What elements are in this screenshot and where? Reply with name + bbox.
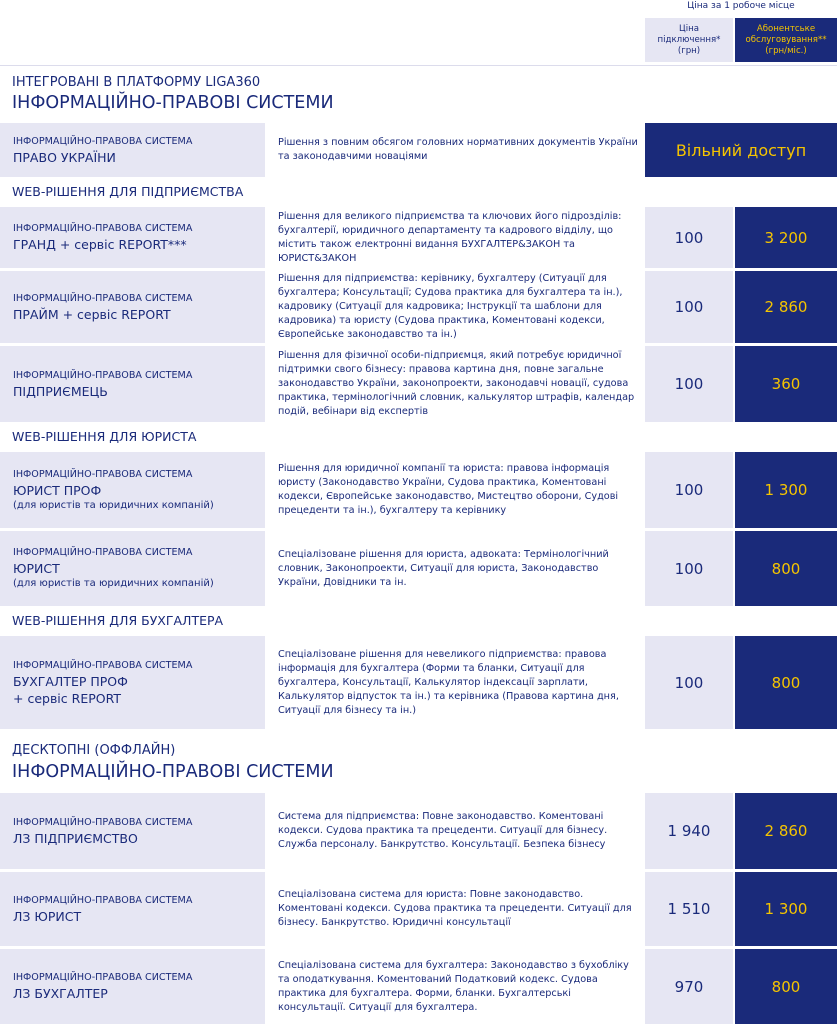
row-lz-enterprise — [0, 793, 837, 869]
product-title: БУХГАЛТЕР ПРОФ — [13, 673, 128, 689]
subheading-lawyer: WEB-РІШЕННЯ ДЛЯ ЮРИСТА — [12, 429, 197, 444]
connection-price — [645, 452, 733, 528]
row-lz-lawyer — [0, 872, 837, 946]
product-kind: ІНФОРМАЦІЙНО-ПРАВОВА СИСТЕМА — [13, 223, 193, 234]
subscription-price-value: 1 300 — [764, 900, 808, 918]
connection-price-value: 970 — [674, 977, 704, 996]
product-description-text: Спеціалізоване рішення для невеликого підприємства: правова інформація для бухгалтера (Форми та бланки, Ситуації для бухгалтера, Консультації, Калькулятор індексації зарплати, Калькулятор відпусток та ін.) та керівника (Правова картина дня, Ситуації для бізнесу та ін.) — [278, 648, 619, 716]
connection-price-value: 1 940 — [667, 822, 711, 840]
product-title: ГРАНД + сервіс REPORT*** — [13, 237, 187, 252]
section-desktop — [0, 741, 837, 789]
product-title: ЛЗ ЮРИСТ — [13, 908, 82, 924]
connection-price-value: 100 — [674, 375, 704, 393]
product-name-cell — [0, 531, 265, 606]
row-lz-accountant — [0, 949, 837, 1024]
connection-price-value: 100 — [674, 228, 704, 247]
row-lawyer-prof — [0, 452, 837, 528]
subscription-price-value: 1 300 — [764, 481, 808, 499]
product-description — [278, 531, 638, 606]
product-description-text: Рішення для великого підприємства та ключових його підрозділів: бухгалтерії, юридичного департаменту та кадрового відділу, що містить також електронні видання БУХГАЛТЕР&ЗАКОН та ЮРИСТ&ЗАКОН — [278, 210, 622, 264]
column-header-connection — [645, 18, 733, 62]
row-grand — [0, 207, 837, 268]
product-description-text: Спеціалізована система для бухгалтера: Законодавство з бухобліку та оподаткування. Коментований Податковий кодекс. Судова практика для бухгалтера. Форми, бланки. Бухгалтерські консультації. Ситуації для бухгалтера. — [278, 959, 629, 1013]
product-description — [278, 346, 638, 422]
product-title: ПРАВО УКРАЇНИ — [13, 149, 116, 165]
product-title: ПІДПРИЄМЕЦЬ — [13, 383, 108, 399]
row-lawyer — [0, 531, 837, 606]
subscription-price — [735, 452, 837, 528]
product-description-text: Рішення для юридичної компанії та юриста: правова інформація юристу (Законодавство України, Судова практика, Коментовані кодекси, Європейське законодавство, Мистецтво оборони, Судові прецеденти та ін.), бухгалтеру та керівнику — [278, 463, 619, 516]
product-kind: ІНФОРМАЦІЙНО-ПРАВОВА СИСТЕМА — [13, 816, 193, 828]
product-description — [278, 793, 638, 869]
subscription-price-value: 800 — [771, 559, 801, 578]
product-kind: ІНФОРМАЦІЙНО-ПРАВОВА СИСТЕМА — [13, 468, 193, 480]
product-kind: ІНФОРМАЦІЙНО-ПРАВОВА СИСТЕМА — [13, 135, 193, 147]
product-title: ЮРИСТ ПРОФ — [13, 482, 102, 498]
product-kind: ІНФОРМАЦІЙНО-ПРАВОВА СИСТЕМА — [13, 894, 193, 906]
connection-price — [645, 636, 733, 729]
connection-price — [645, 793, 733, 869]
section-integrated-line2: ІНФОРМАЦІЙНО-ПРАВОВІ СИСТЕМИ — [12, 93, 334, 113]
subscription-price — [735, 793, 837, 869]
connection-price-value: 100 — [674, 559, 704, 578]
connection-price-value: 100 — [674, 673, 704, 692]
subscription-price — [735, 346, 837, 422]
subscription-price-value: 800 — [771, 673, 801, 692]
subscription-price-value: 800 — [771, 977, 801, 996]
product-title: ЮРИСТ — [13, 561, 60, 576]
section-desktop-line2: ІНФОРМАЦІЙНО-ПРАВОВІ СИСТЕМИ — [12, 762, 334, 782]
connection-price-value: 100 — [674, 481, 704, 499]
product-description-text: Спеціалізоване рішення для юриста, адвоката: Термінологічний словник, Законопроекти, Ситуації для юриста, Законодавство України, Довідники та ін. — [278, 548, 609, 588]
column-header-connection-label: Ціна підключення* (грн) — [657, 23, 721, 56]
product-kind: ІНФОРМАЦІЙНО-ПРАВОВА СИСТЕМА — [13, 547, 193, 558]
product-title: ПРАЙМ + сервіс REPORT — [13, 306, 171, 322]
section-integrated — [0, 73, 837, 121]
section-integrated-line1: ІНТЕГРОВАНІ В ПЛАТФОРМУ LIGA360 — [12, 75, 261, 90]
connection-price-value: 100 — [674, 298, 704, 316]
product-note: + сервіс REPORT — [13, 690, 122, 706]
product-name-cell — [0, 949, 265, 1024]
subscription-price — [735, 207, 837, 268]
row-accountant-prof — [0, 636, 837, 729]
product-kind: ІНФОРМАЦІЙНО-ПРАВОВА СИСТЕМА — [13, 659, 193, 671]
product-note: (для юристів та юридичних компаній) — [13, 578, 214, 589]
divider — [0, 65, 837, 66]
product-name-cell — [0, 636, 265, 729]
subscription-price-value: 3 200 — [764, 228, 808, 247]
product-description — [278, 271, 638, 343]
connection-price — [645, 949, 733, 1024]
product-name-cell — [0, 793, 265, 869]
product-kind: ІНФОРМАЦІЙНО-ПРАВОВА СИСТЕМА — [13, 972, 193, 983]
free-access-cell — [645, 123, 837, 177]
connection-price — [645, 531, 733, 606]
product-name-cell — [0, 872, 265, 946]
product-title: ЛЗ ПІДПРИЄМСТВО — [13, 830, 138, 846]
product-description — [278, 207, 638, 268]
product-description-text: Рішення для фізичної особи-підприємця, який потребує юридичної підтримки свого бізнесу: правова картина дня, повне загальне законодавство України, законопроекти, законодавчі новації, судова практика, термінологічний словник, калькулятор штрафів, календар подій, вебінари від експертів — [278, 350, 635, 417]
subscription-price — [735, 531, 837, 606]
product-description — [278, 452, 638, 528]
subscription-price — [735, 636, 837, 729]
subscription-price-value: 2 860 — [764, 298, 808, 316]
product-description — [278, 123, 638, 177]
product-description-text: Система для підприємства: Повне законодавство. Коментовані кодекси. Судова практика та прецеденти. Ситуації для бізнесу. Служба персоналу. Банкрутство. Консультації. Безпека бізнесу — [278, 811, 608, 850]
product-description-text: Рішення для підприємства: керівнику, бухгалтеру (Ситуації для бухгалтера; Консультації; Судова практика для бухгалтера та ін.), кадровику (Ситуації для кадровика; Інструкції та шаблони для кадровика) та юристу (Судова практика, Коментовані кодекси, Європейське законодавство та ін.) — [278, 273, 623, 340]
product-description — [278, 949, 638, 1024]
column-header-subscription — [735, 18, 837, 62]
product-name-cell — [0, 207, 265, 268]
product-description-text: Спеціалізована система для юриста: Повне законодавство. Коментовані кодекси. Судова практика та прецеденти. Ситуації для бізнесу. Банкрутство. Юридичні консультації — [278, 889, 632, 928]
connection-price — [645, 207, 733, 268]
product-description — [278, 872, 638, 946]
section-desktop-line1: ДЕСКТОПНІ (ОФФЛАЙН) — [12, 743, 176, 758]
product-kind: ІНФОРМАЦІЙНО-ПРАВОВА СИСТЕМА — [13, 369, 193, 381]
connection-price — [645, 271, 733, 343]
product-kind: ІНФОРМАЦІЙНО-ПРАВОВА СИСТЕМА — [13, 292, 193, 304]
product-description — [278, 636, 638, 729]
subscription-price — [735, 872, 837, 946]
product-name-cell — [0, 346, 265, 422]
connection-price — [645, 346, 733, 422]
subscription-price-value: 2 860 — [764, 822, 808, 840]
product-name-cell — [0, 452, 265, 528]
product-name-cell — [0, 271, 265, 343]
connection-price-value: 1 510 — [667, 900, 711, 918]
subscription-price-value: 360 — [771, 375, 801, 393]
column-header-subscription-label: Абонентське обслуговування** (грн/міс.) — [745, 23, 827, 56]
product-description-text: Рішення з повним обсягом головних нормативних документів України та законодавчими новаціями — [278, 137, 638, 162]
price-caption: Ціна за 1 робоче місце — [687, 1, 795, 11]
free-access-label: Вільний доступ — [675, 140, 807, 160]
row-pravo-ukrainy — [0, 123, 837, 177]
subscription-price — [735, 271, 837, 343]
subscription-price — [735, 949, 837, 1024]
product-title: ЛЗ БУХГАЛТЕР — [13, 986, 108, 1001]
product-name-cell — [0, 123, 265, 177]
subheading-accountant: WEB-РІШЕННЯ ДЛЯ БУХГАЛТЕРА — [12, 613, 224, 628]
product-note: (для юристів та юридичних компаній) — [13, 499, 214, 511]
row-entrepreneur — [0, 346, 837, 422]
connection-price — [645, 872, 733, 946]
row-prime — [0, 271, 837, 343]
subheading-enterprise: WEB-РІШЕННЯ ДЛЯ ПІДПРИЄМСТВА — [12, 184, 244, 199]
